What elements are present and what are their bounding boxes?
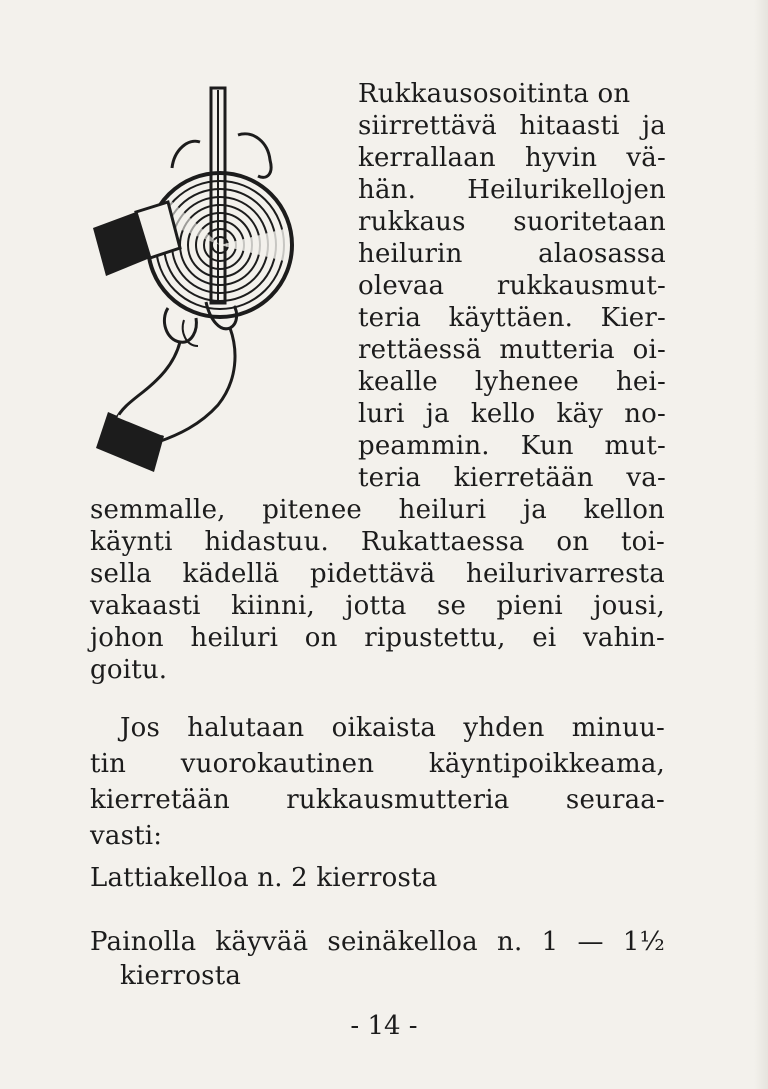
paragraph-1-line: teria käyttäen. Kier- xyxy=(358,303,666,333)
paragraph-1-line: vakaasti kiinni, jotta se pieni jousi, xyxy=(90,591,665,621)
paragraph-1-line: heilurin alaosassa xyxy=(358,239,666,269)
paragraph-1-line: kealle lyhenee hei- xyxy=(358,367,666,397)
paragraph-1-line: semmalle, pitenee heiluri ja kellon xyxy=(90,495,665,525)
page-edge xyxy=(754,0,768,1089)
paragraph-2-line: tin vuorokautinen käyntipoikkeama, xyxy=(90,749,665,779)
paragraph-1-line: kerrallaan hyvin vä- xyxy=(358,143,666,173)
paragraph-1-line: peammin. Kun mut- xyxy=(358,431,666,461)
paragraph-1-line: rukkaus suoritetaan xyxy=(358,207,666,237)
item-wall-clock-line-2: kierrosta xyxy=(120,961,242,991)
page-number: - 14 - xyxy=(350,1011,418,1041)
paragraph-1-line: rettäessä mutteria oi- xyxy=(358,335,666,365)
paragraph-1-line: olevaa rukkausmut- xyxy=(358,271,666,301)
paragraph-1-line: luri ja kello käy no- xyxy=(358,399,666,429)
paragraph-2-line: vasti: xyxy=(90,821,163,851)
paragraph-1-line: hän. Heilurikellojen xyxy=(358,175,666,205)
item-wall-clock-line-1: Painolla käyvää seinäkelloa n. 1 — 1½ xyxy=(90,927,665,957)
paragraph-1-line: käynti hidastuu. Rukattaessa on toi- xyxy=(90,527,665,557)
paragraph-2-line: kierretään rukkausmutteria seuraa- xyxy=(90,785,665,815)
paragraph-1-line: siirrettävä hitaasti ja xyxy=(358,111,666,141)
item-floor-clock: Lattiakelloa n. 2 kierrosta xyxy=(90,863,438,893)
paragraph-1-line: teria kierretään va- xyxy=(358,463,666,493)
paragraph-1-line: johon heiluri on ripustettu, ei vahin- xyxy=(90,623,665,653)
paragraph-1-line: Rukkausosoitinta on xyxy=(358,79,631,109)
paragraph-1-line: sella kädellä pidettävä heilurivarresta xyxy=(90,559,665,589)
paragraph-2-line: Jos halutaan oikaista yhden minuu- xyxy=(120,713,665,743)
paragraph-1-line: goitu. xyxy=(90,655,168,685)
hand-adjusting-pendulum-nut-illustration xyxy=(88,80,358,485)
